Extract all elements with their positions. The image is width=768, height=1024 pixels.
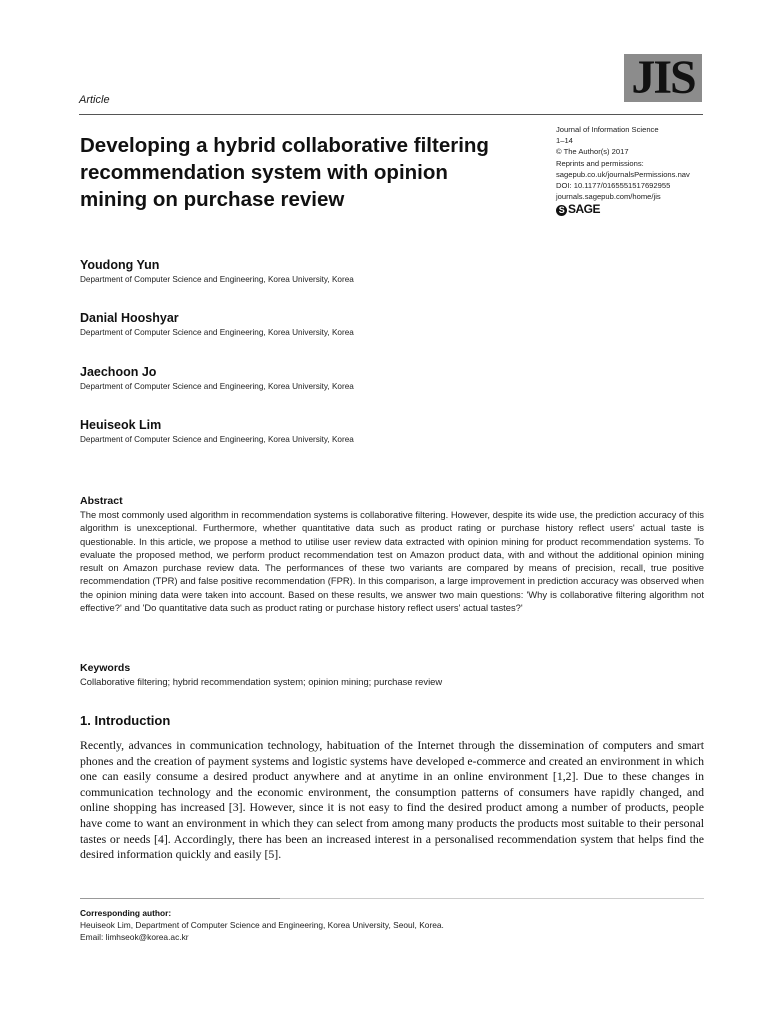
corresponding-author-note: [80, 907, 444, 943]
article-type-label: Article: [79, 94, 110, 106]
paper-title: Developing a hybrid collaborative filtering recommendation system with opinion mining on purchase review: [80, 134, 489, 211]
reprints-label: Reprints and permissions:: [556, 158, 644, 168]
corresponding-author-email[interactable]: Email: limhseok@korea.ac.kr: [80, 932, 189, 942]
doi[interactable]: DOI: 10.1177/0165551517692955: [556, 181, 671, 191]
author-block: [80, 311, 354, 337]
introduction-text: Recently, advances in communication technology, habituation of the Internet through the dissemination of computers and smart phones and the creation of payment systems and logistic systems have developed e-commerce and created an environment in which one can easily consume a desired product anywhere and at anytime in an online environment [1,2]. Due to these changes in communication technology and the economic environment, the consumption patterns of consumers have rapidly changed, and online shopping has increased [3]. However, since it is not easy to find the desired product among a number of products, people have come to want an environment in which they can select from among many products the products most suitable to their personal tastes or needs [4]. Accordingly, there has been an increased interest in a personalised recommendation system that helps find the desired information quickly and easily [5].: [80, 738, 704, 862]
corresponding-author-label: Corresponding author:: [80, 908, 172, 918]
sage-logo-text: SAGE: [568, 202, 601, 217]
author-affiliation: Department of Computer Science and Engineering, Korea University, Korea: [80, 435, 354, 444]
journal-name: Journal of Information Science: [556, 125, 659, 134]
author-affiliation: Department of Computer Science and Engineering, Korea University, Korea: [80, 275, 354, 284]
author-name: Jaechoon Jo: [80, 365, 157, 379]
introduction-heading: 1. Introduction: [80, 713, 171, 728]
copyright: © The Author(s) 2017: [556, 147, 629, 157]
keywords-text: Collaborative filtering; hybrid recommendation system; opinion mining; purchase review: [80, 676, 443, 687]
author-block: [80, 258, 354, 284]
header-divider: [79, 114, 703, 115]
journal-logo-text: JIS: [631, 51, 695, 104]
abstract-heading: Abstract: [80, 495, 123, 507]
abstract-text: The most commonly used algorithm in recommendation systems is collaborative filtering. However, despite its wide use, the prediction accuracy of this algorithm is unexceptional. Furthermore, whether quantitative data such as product rating or purchase history reflect users' actual taste is questionable. In this article, we propose a method to utilise user review data extracted with opinion mining for product recommendation systems. To evaluate the proposed method, we perform product recommendation test on Amazon product data, with and without the additional opinion mining result on Amazon purchase review data. The performances of these two variants are compared by means of precision, recall, true positive recommendation (TPR) and false positive recommendation (FPR). In this comparison, a large improvement in prediction accuracy was observed when the opinion mining data were taken into account. Based on these results, we answer two main questions: 'Why is collaborative filtering algorithm not effective?' and 'Do quantitative data such as product rating or purchase history reflect users' actual tastes?': [80, 509, 704, 614]
footer-divider: [80, 898, 280, 899]
author-block: [80, 418, 354, 444]
keywords-heading: Keywords: [80, 662, 131, 674]
author-affiliation: Department of Computer Science and Engineering, Korea University, Korea: [80, 382, 354, 391]
author-name: Youdong Yun: [80, 258, 160, 272]
permissions-link[interactable]: sagepub.co.uk/journalsPermissions.nav: [556, 169, 690, 179]
author-block: [80, 365, 354, 391]
journal-logo: [624, 51, 702, 104]
footer-divider-light: [280, 898, 704, 899]
abstract-section: [80, 495, 704, 614]
keywords-section: [80, 662, 704, 687]
sage-icon: S: [556, 205, 567, 216]
journal-homepage-link[interactable]: journals.sagepub.com/home/jis: [556, 192, 661, 202]
author-name: Heuiseok Lim: [80, 418, 162, 432]
page-range: 1–14: [556, 136, 573, 146]
author-name: Danial Hooshyar: [80, 311, 179, 325]
sage-logo: [556, 204, 690, 215]
corresponding-author-address: Heuiseok Lim, Department of Computer Science and Engineering, Korea University, Seoul, Korea.: [80, 920, 444, 930]
journal-info: [556, 124, 690, 216]
author-affiliation: Department of Computer Science and Engineering, Korea University, Korea: [80, 328, 354, 337]
